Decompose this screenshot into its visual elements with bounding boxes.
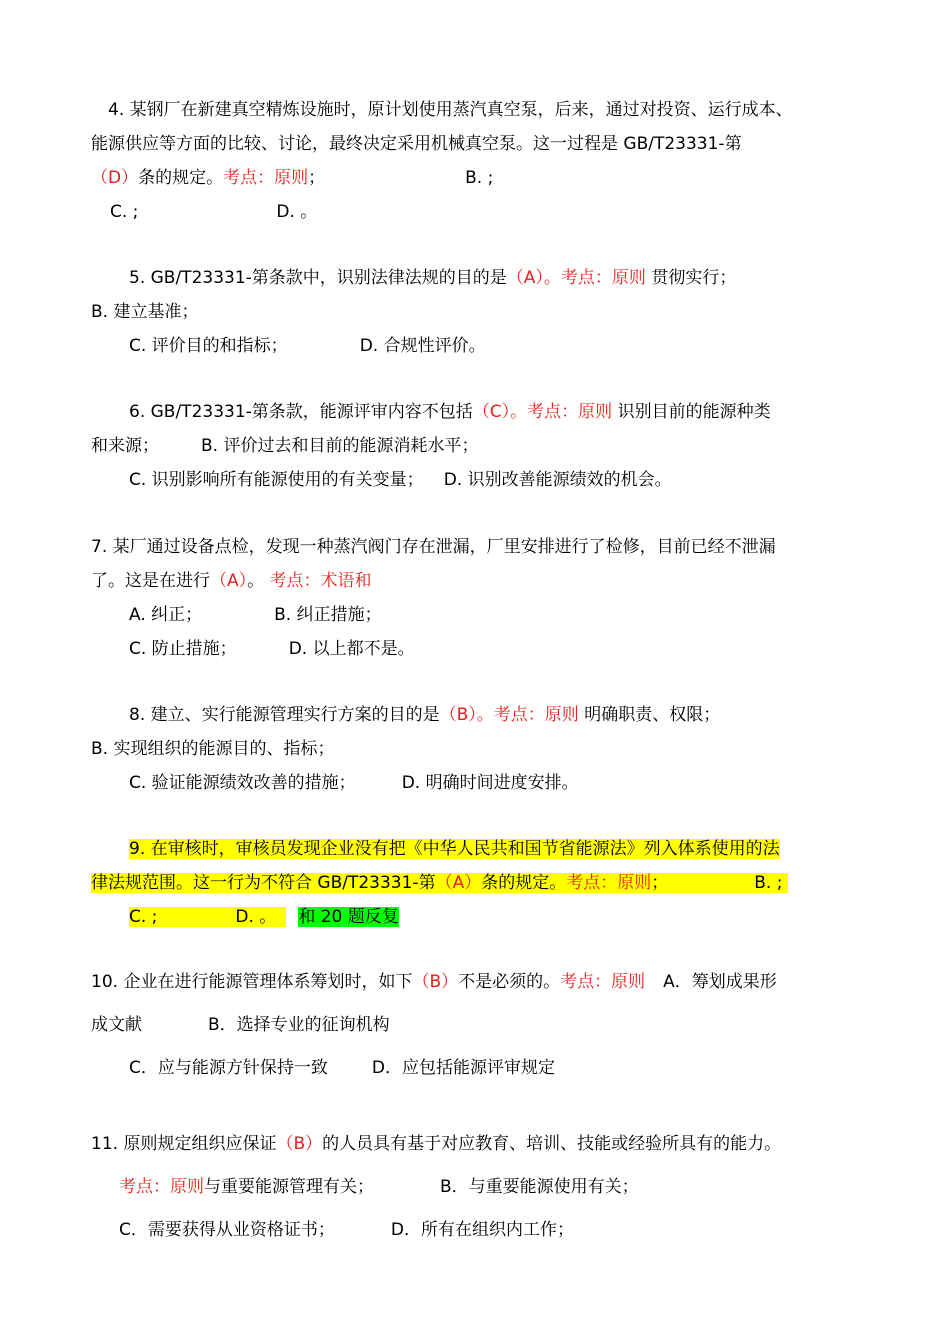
q6-option-a-cont: 和来源； [91, 436, 159, 456]
q9-stem: 9. 在审核时，审核员发现企业没有把《中华人民共和国节省能源法》列入体系使用的法 [129, 839, 780, 859]
q4-line-1 [108, 98, 793, 122]
q7-option-a: A. 纠正； [129, 605, 203, 625]
q10-option-a: A．筹划成果形 [663, 972, 777, 992]
q9-option-d: D. 。 [235, 907, 277, 927]
q7-line-1 [91, 535, 776, 559]
q11-option-b: B．与重要能源使用有关； [440, 1177, 639, 1197]
q6-stem: 6. GB/T23331-第条款，能源评审内容不包括 [129, 402, 473, 422]
q10-line-1 [91, 970, 777, 994]
q4-option-c: C. ; [110, 202, 139, 222]
q8-kaodian: 考点：原则 [493, 705, 579, 725]
q10-option-c: C．应与能源方针保持一致 [129, 1058, 328, 1078]
q4-answer: （D） [91, 168, 139, 188]
q6-option-b: B. 评价过去和目前的能源消耗水平； [201, 436, 479, 456]
q11-stem-cont: 的人员具有基于对应教育、培训、技能或经验所具有的能力。 [322, 1134, 782, 1154]
q5-kaodian: 考点：原则 [560, 268, 646, 288]
q11-line-3 [119, 1218, 574, 1242]
q6-line-3 [129, 468, 672, 492]
q5-option-c: C. 评价目的和指标； [129, 336, 288, 356]
q4-option-b: B. ; [465, 168, 494, 188]
q4-text: 条的规定。 [138, 168, 224, 188]
q4-line-4 [110, 200, 317, 224]
q5-option-d: D. 合规性评价。 [359, 336, 486, 356]
q8-line-1 [129, 703, 720, 727]
q6-option-a: 识别目前的能源种类 [617, 402, 771, 422]
q9-option-b: B. ; [754, 873, 783, 893]
q6-line-1 [129, 400, 771, 424]
q7-text: 。 [247, 571, 265, 591]
q10-kaodian: 考点：原则 [560, 972, 646, 992]
q9-line-1 [129, 837, 780, 861]
q8-answer: （B）。 [439, 705, 494, 725]
q4-kaodian: 考点：原则 [223, 168, 309, 188]
q7-line-3 [129, 603, 382, 627]
q4-stem-cont: 能源供应等方面的比较、讨论，最终决定采用机械真空泵。这一过程是 GB/T23331-第 [91, 134, 742, 154]
q11-line-1 [91, 1132, 781, 1156]
q8-line-3 [129, 771, 579, 795]
q11-kaodian: 考点：原则 [119, 1177, 204, 1197]
q11-option-a: 与重要能源管理有关； [204, 1177, 374, 1197]
q7-option-b: B. 纠正措施； [274, 605, 382, 625]
q5-line-1 [129, 266, 736, 290]
q9-answer: （A） [435, 873, 482, 893]
q9-kaodian: 考点：原则 [566, 873, 652, 893]
q10-option-d: D．应包括能源评审规定 [371, 1058, 555, 1078]
q8-option-a: 明确职责、权限； [584, 705, 721, 725]
q5-line-3 [129, 334, 486, 358]
q4-stem: 4. 某钢厂在新建真空精炼设施时，原计划使用蒸汽真空泵，后来，通过对投资、运行成本、 [108, 100, 793, 120]
q7-stem-cont: 了。这是在进行 [91, 571, 210, 591]
q10-line-2 [91, 1013, 390, 1037]
q6-kaodian: 考点：原则 [527, 402, 613, 422]
q9-stem-cont: 律法规范围。这一行为不符合 GB/T23331-第 [91, 873, 436, 893]
q9-option-a: ； [651, 873, 669, 893]
q11-stem: 11. 原则规定组织应保证 [91, 1134, 277, 1154]
q8-option-d: D. 明确时间进度安排。 [401, 773, 579, 793]
q7-kaodian: 考点：术语和 [269, 571, 372, 591]
q9-line-3 [129, 905, 399, 929]
q7-line-2 [91, 569, 372, 593]
q9-highlight-3 [129, 907, 286, 927]
q10-option-b: B．选择专业的征询机构 [208, 1015, 390, 1035]
q6-line-2 [91, 434, 478, 458]
q10-option-a-cont: 成文献 [91, 1015, 142, 1035]
q6-option-c: C. 识别影响所有能源使用的有关变量； [129, 470, 424, 490]
q10-stem: 10. 企业在进行能源管理体系筹划时，如下 [91, 972, 413, 992]
q11-line-2 [119, 1175, 639, 1199]
q10-answer: （B） [412, 972, 459, 992]
q7-option-d: D. 以上都不是。 [288, 639, 415, 659]
q9-option-c: C. ; [129, 907, 158, 927]
q10-line-3 [129, 1056, 555, 1080]
q9-duplicate-note: 和 20 题反复 [298, 907, 399, 927]
q8-option-b: B. 实现组织的能源目的、指标； [91, 739, 335, 759]
q5-line-2 [91, 300, 198, 324]
q9-highlight-2 [91, 873, 788, 893]
q4-option-d: D. 。 [276, 202, 318, 222]
q5-option-b: B. 建立基准； [91, 302, 199, 322]
q11-answer: （B） [276, 1134, 323, 1154]
q11-option-d: D．所有在组织内工作； [390, 1220, 574, 1240]
q5-answer: （A）。 [506, 268, 561, 288]
q9-text: 条的规定。 [481, 873, 567, 893]
q8-option-c: C. 验证能源绩效改善的措施； [129, 773, 356, 793]
q6-answer: （C）。 [472, 402, 528, 422]
q7-line-4 [129, 637, 415, 661]
q8-line-2 [91, 737, 334, 761]
q7-stem: 7. 某厂通过设备点检，发现一种蒸汽阀门存在泄漏，厂里安排进行了检修，目前已经不泄漏 [91, 537, 776, 557]
q5-stem: 5. GB/T23331-第条款中，识别法律法规的目的是 [129, 268, 507, 288]
q4-line-2 [91, 132, 742, 156]
q6-option-d: D. 识别改善能源绩效的机会。 [443, 470, 672, 490]
q5-option-a: 贯彻实行； [651, 268, 737, 288]
q9-line-2 [91, 871, 788, 895]
q11-option-c: C．需要获得从业资格证书； [119, 1220, 335, 1240]
q10-text: 不是必须的。 [458, 972, 561, 992]
q4-option-a: ； [308, 168, 326, 188]
q7-option-c: C. 防止措施； [129, 639, 237, 659]
q8-stem: 8. 建立、实行能源管理实行方案的目的是 [129, 705, 440, 725]
q7-answer: （A） [210, 571, 248, 591]
q4-line-3 [91, 166, 493, 190]
